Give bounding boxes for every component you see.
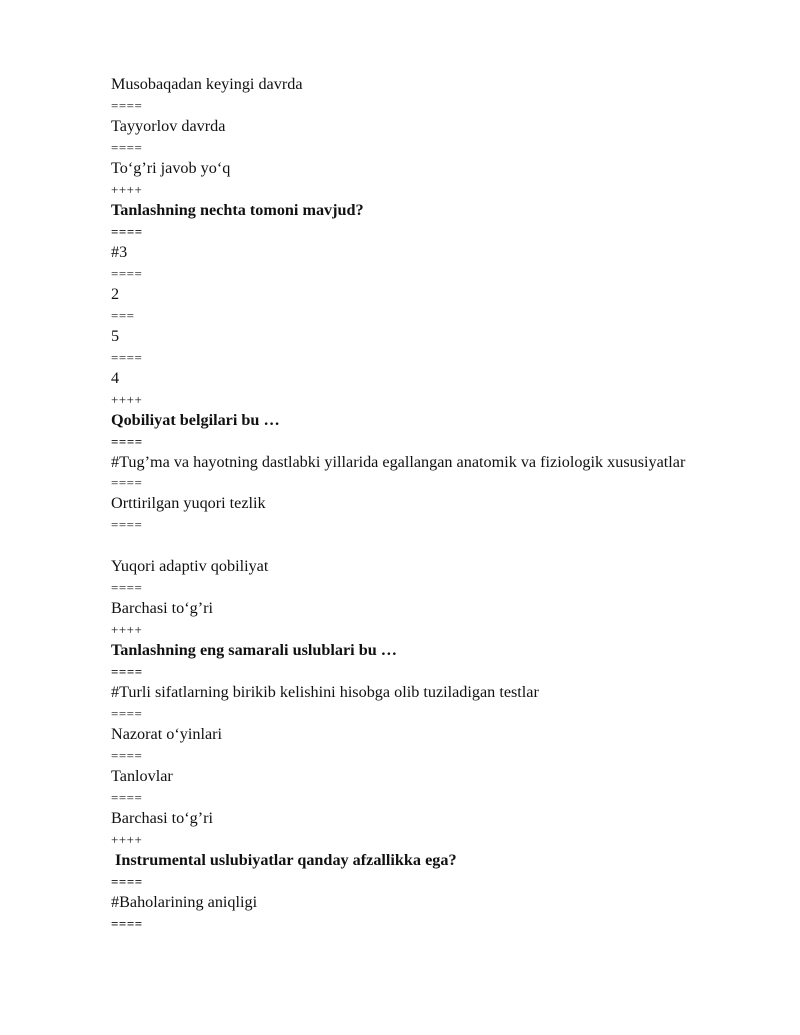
separator-line: ==== [111, 140, 143, 155]
answer-option: 4 [111, 369, 120, 387]
blank-line [111, 535, 731, 556]
answer-option: Yuqori adaptiv qobiliyat [111, 557, 269, 575]
answer-option: Orttirilgan yuqori tezlik [111, 494, 266, 512]
question-heading: Qobiliyat belgilari bu … [111, 411, 280, 429]
separator-line: ==== [111, 224, 143, 239]
document-body [111, 74, 731, 934]
separator-line: ==== [111, 874, 143, 889]
separator-line: ==== [111, 790, 143, 805]
separator-line: ==== [111, 98, 143, 113]
separator-line: ==== [111, 748, 143, 763]
separator-line: ==== [111, 266, 143, 281]
answer-option: Musobaqadan keyingi davrda [111, 75, 303, 93]
answer-option: Tayyorlov davrda [111, 117, 226, 135]
separator-line: ==== [111, 580, 143, 595]
answer-option: Nazorat o‘yinlari [111, 725, 223, 743]
separator-line: === [111, 308, 135, 323]
question-separator: ++++ [111, 832, 143, 847]
question-heading: Instrumental uslubiyatlar qanday afzallikka ega? [111, 851, 457, 869]
separator-line: ==== [111, 517, 143, 532]
question-heading: Tanlashning nechta tomoni mavjud? [111, 201, 364, 219]
separator-line: ==== [111, 350, 143, 365]
answer-option: Tanlovlar [111, 767, 173, 785]
answer-option: 5 [111, 327, 120, 345]
question-separator: ++++ [111, 392, 143, 407]
correct-answer-option: #Turli sifatlarning birikib kelishini hisobga olib tuziladigan testlar [111, 683, 539, 701]
answer-option: 2 [111, 285, 120, 303]
correct-answer-option: #3 [111, 243, 128, 261]
question-heading: Tanlashning eng samarali uslublari bu … [111, 641, 397, 659]
question-separator: ++++ [111, 182, 143, 197]
answer-option: To‘g’ri javob yo‘q [111, 159, 231, 177]
separator-line: ==== [111, 706, 143, 721]
correct-answer-option: #Baholarining aniqligi [111, 893, 258, 911]
separator-line: ==== [111, 916, 143, 931]
correct-answer-option: #Tug’ma va hayotning dastlabki yillarida egallangan anatomik va fiziologik xususiyatlar [111, 453, 686, 471]
answer-option: Barchasi to‘g’ri [111, 599, 214, 617]
answer-option: Barchasi to‘g’ri [111, 809, 214, 827]
separator-line: ==== [111, 664, 143, 679]
question-separator: ++++ [111, 622, 143, 637]
separator-line: ==== [111, 475, 143, 490]
separator-line: ==== [111, 434, 143, 449]
